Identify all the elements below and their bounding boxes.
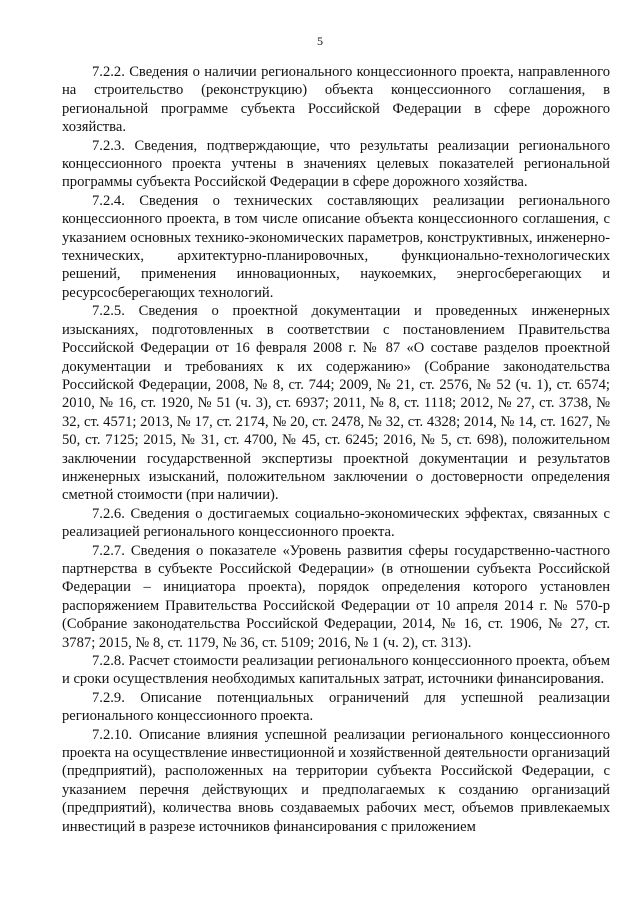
paragraph-7-2-10: 7.2.10. Описание влияния успешной реализации регионального концессионного проекта на осуществление инвестиционной и хозяйственной деятельности организаций (предприятий), расположенных на территории субъекта Российской Федерации, с указанием перечня действующих и предполагаемых к созданию организаций (предприятий), количества вновь создаваемых рабочих мест, объемов привлекаемых инвестиций в разрезе источников финансирования с приложением	[62, 726, 611, 835]
page-number: 5	[317, 34, 323, 48]
paragraph-7-2-6: 7.2.6. Сведения о достигаемых социально-экономических эффектах, связанных с реализацией регионального концессионного проекта.	[62, 505, 610, 541]
paragraph-7-2-3: 7.2.3. Сведения, подтверждающие, что результаты реализации регионального концессионного проекта учтены в значениях целевых показателей региональной программы субъекта Российской Федерации в сфере дорожного хозяйства.	[62, 137, 610, 191]
paragraph-7-2-4: 7.2.4. Сведения о технических составляющих реализации регионального концессионного проекта, в том числе описание объекта концессионного соглашения, с указанием основных технико-экономических параметров, конструктивных, инженерно-технических, архитектурно-планировочных, функционально-технологических решений, применения инновационных, наукоемких, энергосберегающих и ресурсосберегающих технологий.	[62, 192, 610, 301]
paragraph-7-2-8: 7.2.8. Расчет стоимости реализации регионального концессионного проекта, объем и сроки осуществления необходимых капитальных затрат, источники финансирования.	[62, 653, 610, 688]
paragraph-7-2-9: 7.2.9. Описание потенциальных ограничений для успешной реализации регионального концессионного проекта.	[62, 689, 610, 725]
paragraph-7-2-7: 7.2.7. Сведения о показателе «Уровень развития сферы государственно-частного партнерства в субъекте Российской Федерации» (в отношении субъекта Российской Федерации – инициатора проекта), порядок определения которого установлен распоряжением Правительства Российской Федерации от 10 апреля 2014 г. № 570-р (Собрание законодательства Российской Федерации, 2014, № 16, ст. 1906, № 27, ст. 3787; 2015, № 8, ст. 1179, № 36, ст. 5109; 2016, № 1 (ч. 2), ст. 313).	[62, 542, 610, 651]
paragraph-7-2-5: 7.2.5. Сведения о проектной документации и проведенных инженерных изысканиях, подготовленных в соответствии с постановлением Правительства Российской Федерации от 16 февраля 2008 г. № 87 «О составе разделов проектной документации и требованиях к их содержанию» (Собрание законодательства Российской Федерации, 2008, № 8, ст. 744; 2009, № 21, ст. 2576, № 52 (ч. 1), ст. 6574; 2010, № 16, ст. 1920, № 51 (ч. 3), ст. 6937; 2011, № 8, ст. 1118; 2012, № 27, ст. 3738, № 32, ст. 4571; 2013, № 17, ст. 2174, № 20, ст. 2478, № 32, ст. 4328; 2014, № 14, ст. 1627, № 50, ст. 7125; 2015, № 31, ст. 4700, № 45, ст. 6245; 2016, № 5, ст. 698), положительном заключении государственной экспертизы проектной документации и результатов инженерных изысканий, положительном заключении о достоверности определения сметной стоимости (при наличии).	[62, 303, 610, 504]
document-body	[62, 63, 610, 836]
paragraph-7-2-2: 7.2.2. Сведения о наличии регионального концессионного проекта, направленного на строительство (реконструкцию) объекта концессионного соглашения, в региональной программе субъекта Российской Федерации в сфере дорожного хозяйства.	[62, 64, 610, 136]
